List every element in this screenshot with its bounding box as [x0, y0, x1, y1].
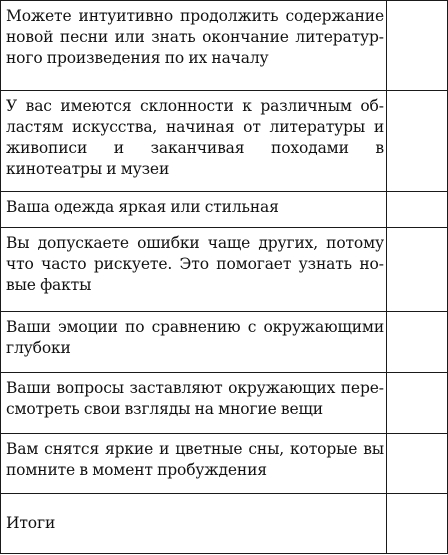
total-row: [1, 494, 447, 555]
question-text: Вы допускаете ошибки чаще других, потому что часто рискуете. Это помогает узнать новые факты: [6, 234, 384, 294]
table-row: [1, 312, 447, 373]
total-answer-cell[interactable]: [388, 494, 447, 555]
question-text: У вас имеются склонности к различным областям искусства, начиная от литературы и живописи и заканчивая походами в кинотеатры и музеи: [6, 97, 384, 178]
total-label: Итоги: [6, 514, 56, 532]
answer-cell[interactable]: [388, 373, 447, 433]
answer-cell[interactable]: [388, 228, 447, 311]
table-row: [1, 373, 447, 434]
question-text: Вам снятся яркие и цветные сны, которые вы помните в момент пробуждения: [6, 440, 384, 479]
table-row: [1, 1, 447, 91]
question-text: Ваша одежда яркая или стильная: [6, 198, 279, 216]
answer-cell[interactable]: [388, 1, 447, 90]
question-text: Ваши эмоции по сравнению с окружающими глубоки: [6, 318, 384, 357]
answer-cell[interactable]: [388, 192, 447, 227]
question-text: Можете интуитивно продолжить содержание новой песни или знать окончание литературного произведения по их началу: [6, 7, 384, 67]
answer-cell[interactable]: [388, 434, 447, 493]
answer-cell[interactable]: [388, 91, 447, 191]
table-row: [1, 228, 447, 312]
table-row: [1, 434, 447, 494]
table-row: [1, 192, 447, 228]
answer-cell[interactable]: [388, 312, 447, 372]
table-row: [1, 91, 447, 192]
question-text: Ваши вопросы заставляют окружающих пересмотреть свои взгляды на многие вещи: [6, 379, 384, 418]
